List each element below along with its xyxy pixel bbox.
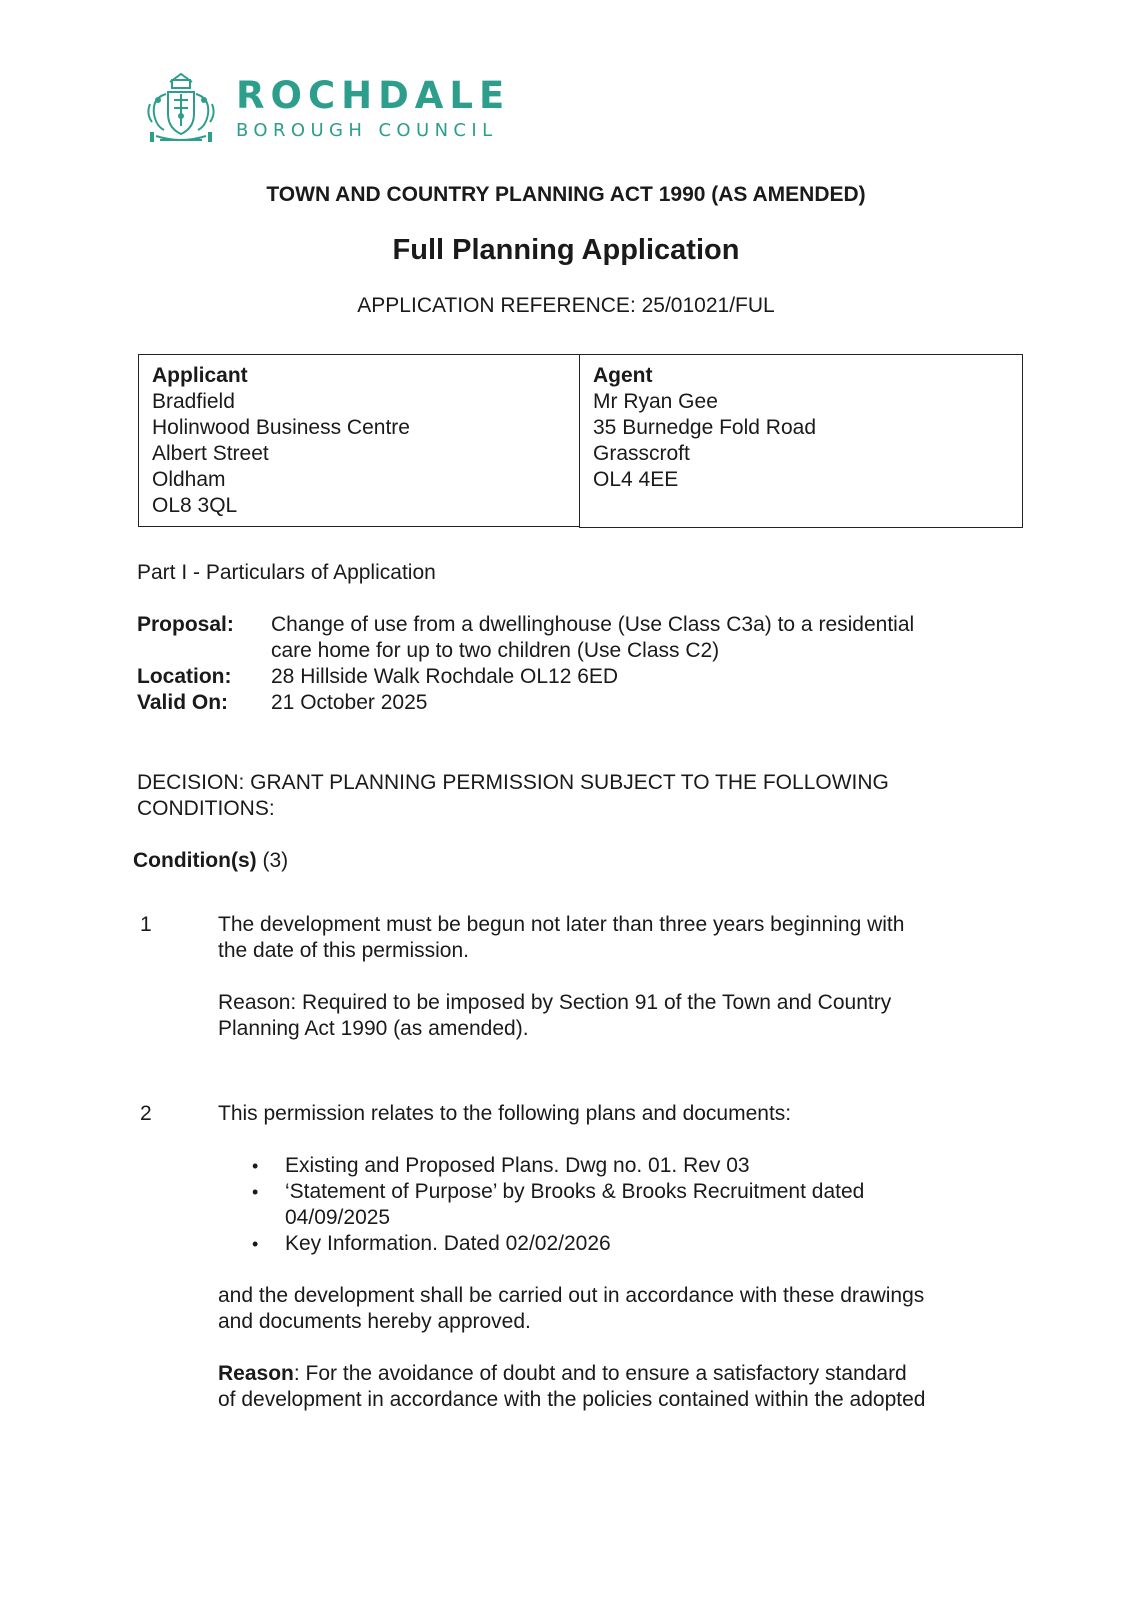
applicant-line: Bradfield — [152, 390, 235, 413]
agent-line: Grasscroft — [593, 442, 690, 465]
valid-on-label: Valid On: — [137, 691, 229, 714]
list-item: • Key Information. Dated 02/02/2026 — [218, 1231, 978, 1257]
proposal-label: Proposal: — [137, 613, 234, 636]
conditions-heading — [133, 848, 288, 874]
particulars-heading: Part I - Particulars of Application — [137, 561, 436, 584]
location-label: Location: — [137, 665, 232, 688]
condition-1-text-line1: The development must be begun not later than three years beginning with — [218, 913, 905, 936]
condition-2-reason-line1 — [218, 1361, 907, 1387]
list-item: • Existing and Proposed Plans. Dwg no. 01. Rev 03 — [218, 1153, 978, 1179]
decision-line1: DECISION: GRANT PLANNING PERMISSION SUBJECT TO THE FOLLOWING — [137, 771, 889, 794]
reason-text: : For the avoidance of doubt and to ensure a satisfactory standard — [293, 1362, 907, 1385]
applicant-line: Albert Street — [152, 442, 269, 465]
list-item-continuation: 04/09/2025 — [285, 1206, 391, 1229]
agent-line: OL4 4EE — [593, 468, 679, 491]
condition-2-number: 2 — [140, 1102, 152, 1125]
condition-1-text-line2: the date of this permission. — [218, 939, 469, 962]
condition-2-after-line1: and the development shall be carried out in accordance with these drawings — [218, 1284, 925, 1307]
applicant-line: Oldham — [152, 468, 226, 491]
applicant-line: Holinwood Business Centre — [152, 416, 410, 439]
condition-2-intro: This permission relates to the following plans and documents: — [218, 1102, 792, 1125]
conditions-count: (3) — [262, 849, 289, 872]
council-subtitle: BOROUGH COUNCIL — [236, 120, 498, 141]
valid-on-value: 21 October 2025 — [271, 691, 428, 714]
agent-line: 35 Burnedge Fold Road — [593, 416, 816, 439]
agent-box — [579, 354, 1023, 528]
condition-2-bullet-list — [218, 1153, 978, 1257]
agent-heading: Agent — [593, 364, 653, 387]
application-reference: APPLICATION REFERENCE: 25/01021/FUL — [357, 294, 775, 317]
proposal-value-line2: care home for up to two children (Use Class C2) — [271, 639, 720, 662]
condition-2-after-line2: and documents hereby approved. — [218, 1310, 531, 1333]
act-title: TOWN AND COUNTRY PLANNING ACT 1990 (AS AMENDED) — [266, 183, 866, 206]
condition-1-number: 1 — [140, 913, 152, 936]
council-logo — [144, 70, 524, 146]
proposal-value-line1: Change of use from a dwellinghouse (Use Class C3a) to a residential — [271, 613, 915, 636]
list-item: • ‘Statement of Purpose’ by Brooks & Brooks Recruitment dated — [218, 1179, 978, 1205]
council-name: ROCHDALE — [236, 74, 511, 117]
page-title: Full Planning Application — [392, 234, 740, 266]
conditions-label: Condition(s) — [133, 849, 257, 872]
coat-of-arms-icon — [144, 70, 218, 146]
applicant-box — [138, 354, 580, 527]
location-value: 28 Hillside Walk Rochdale OL12 6ED — [271, 665, 619, 688]
agent-line: Mr Ryan Gee — [593, 390, 718, 413]
condition-1-reason-line2: Planning Act 1990 (as amended). — [218, 1017, 529, 1040]
decision-line2: CONDITIONS: — [137, 797, 275, 820]
condition-1-reason-line1: Reason: Required to be imposed by Section 91 of the Town and Country — [218, 991, 892, 1014]
applicant-heading: Applicant — [152, 364, 248, 387]
condition-2-reason-line2: of development in accordance with the policies contained within the adopted — [218, 1388, 926, 1411]
applicant-line: OL8 3QL — [152, 494, 238, 517]
reason-label: Reason — [218, 1362, 294, 1385]
